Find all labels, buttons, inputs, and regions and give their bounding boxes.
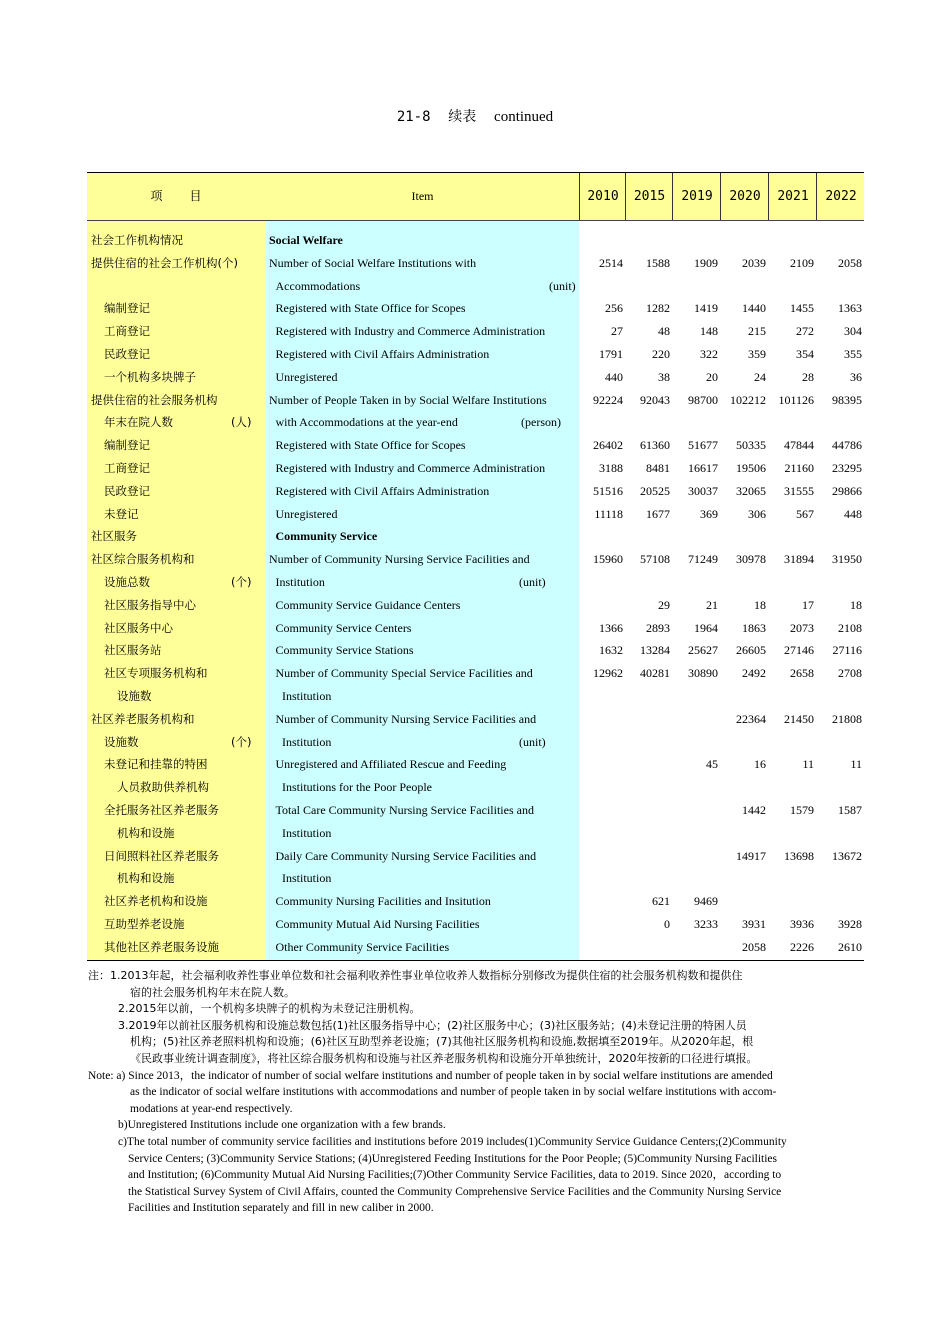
cell-value: 1363: [838, 301, 862, 316]
cell-value: 1863: [742, 620, 766, 635]
cell-value: 3188: [599, 461, 623, 475]
row-label-en: Unregistered and Affiliated Rescue and Feeding: [275, 757, 507, 772]
cell-value: 2039: [742, 255, 766, 270]
table-row: [87, 503, 864, 526]
table-row: [87, 252, 864, 275]
row-label-en: with Accommodations at the year-end: [275, 415, 458, 430]
row-label-en: Registered with Industry and Commerce Administration: [275, 324, 546, 339]
cell-value: 2058: [742, 939, 766, 954]
cell-value: 20525: [640, 483, 670, 498]
row-label-cn: 编制登记: [104, 301, 150, 316]
cell-value: 215: [748, 324, 766, 339]
cell-value: 19506: [736, 461, 766, 475]
row-label-en: Number of Community Special Service Facilities and: [275, 666, 533, 681]
note-line: the Statistical Survey System of Civil Affairs, counted the Community Comprehensive Service Facilities and the Community Nursing Service: [128, 1185, 782, 1198]
cell-value: 98700: [688, 392, 718, 407]
cell-value: 71249: [688, 552, 718, 567]
cell-value: 44786: [832, 438, 862, 453]
table-row: [87, 275, 864, 298]
cell-value: 1587: [838, 803, 862, 817]
row-label-cn: 设施数: [104, 734, 139, 749]
table-row: [87, 229, 864, 252]
cell-value: 26402: [593, 438, 623, 453]
cell-value: 27: [611, 324, 623, 339]
row-label-cn: 工商登记: [104, 324, 150, 339]
cell-value: 2893: [646, 620, 670, 635]
cell-value: 16: [754, 757, 766, 772]
table-row: [87, 639, 864, 662]
table-notes: [88, 968, 868, 1217]
note-line: and Institution; (6)Community Mutual Aid Nursing Facilities;(7)Other Community Service Facilities, data to 2019. Since 2020，according to: [128, 1169, 782, 1182]
cell-value: 2073: [790, 620, 814, 635]
title-cn: 续表: [448, 109, 477, 125]
cell-value: 3931: [742, 917, 766, 931]
row-label-cn: 日间照料社区养老服务: [104, 848, 219, 863]
table-row: [87, 936, 864, 959]
cell-value: 12962: [593, 666, 623, 681]
row-label-en: Registered with State Office for Scopes: [275, 301, 466, 316]
table-row: [87, 845, 864, 868]
cell-value: 30037: [688, 483, 718, 498]
row-label-en: Daily Care Community Nursing Service Facilities and: [275, 848, 537, 863]
cell-value: 98395: [832, 392, 862, 407]
table-row: [87, 822, 864, 845]
row-label-cn: 未登记和挂靠的特困: [104, 757, 208, 772]
cell-value: 31894: [784, 552, 814, 567]
row-unit-en: (person): [521, 415, 561, 430]
header-year: 2019: [672, 173, 721, 220]
cell-value: 8481: [646, 461, 670, 475]
cell-value: 1366: [599, 620, 623, 635]
cell-value: 11: [802, 757, 814, 772]
row-label-cn: 社区养老机构和设施: [104, 894, 208, 909]
title-en: continued: [494, 109, 554, 125]
row-label-en: Unregistered: [275, 506, 338, 521]
row-label-en: Number of Community Nursing Service Facilities and: [275, 711, 537, 726]
table-row: [87, 548, 864, 571]
row-label-cn: 社区服务指导中心: [104, 597, 196, 612]
row-label-en: Institution: [282, 871, 332, 886]
row-label-cn: 社区服务中心: [104, 620, 173, 635]
row-label-cn: 一个机构多块牌子: [104, 369, 196, 384]
cell-value: 57108: [640, 552, 670, 567]
table-bottom-rule: [87, 960, 864, 961]
cell-value: 1909: [694, 255, 718, 270]
table-row: [87, 320, 864, 343]
cell-value: 92043: [640, 392, 670, 407]
cell-value: 148: [700, 324, 718, 339]
cell-value: 13284: [640, 643, 670, 658]
cell-value: 2492: [742, 666, 766, 681]
note-line: 机构；(5)社区养老照料机构和设施；(6)社区互助型养老设施；(7)其他社区服务机构和设施,数据填至2019年。从2020年起，根: [130, 1035, 754, 1049]
table-row: [87, 913, 864, 936]
cell-value: 2226: [790, 939, 814, 954]
table-header: [87, 173, 864, 221]
cell-value: 51677: [688, 438, 718, 453]
cell-value: 11: [850, 757, 862, 772]
row-label-en: Community Service Stations: [275, 643, 414, 658]
cell-value: 40281: [640, 666, 670, 681]
row-label-cn: 提供住宿的社会服务机构: [91, 392, 218, 407]
row-label-en: Community Service Centers: [275, 620, 412, 635]
cell-value: 14917: [736, 848, 766, 863]
cell-value: 31950: [832, 552, 862, 567]
cell-value: 322: [700, 347, 718, 361]
cell-value: 48: [658, 324, 670, 339]
cell-value: 440: [605, 369, 623, 384]
cell-value: 51516: [593, 483, 623, 498]
cell-value: 21808: [832, 711, 862, 726]
cell-value: 3928: [838, 917, 862, 931]
cell-value: 47844: [784, 438, 814, 453]
row-label-en: Unregistered: [275, 369, 338, 384]
cell-value: 306: [748, 506, 766, 521]
cell-value: 272: [796, 324, 814, 339]
cell-value: 1282: [646, 301, 670, 316]
cell-value: 0: [664, 917, 670, 931]
cell-value: 13672: [832, 848, 862, 863]
row-unit-cn: (人): [231, 415, 252, 430]
cell-value: 369: [700, 506, 718, 521]
table-row: [87, 343, 864, 366]
table-row: [87, 457, 864, 480]
cell-value: 2658: [790, 666, 814, 681]
table-title: [0, 106, 950, 126]
cell-value: 2514: [599, 255, 623, 270]
row-unit-en: (unit): [549, 278, 576, 293]
row-label-cn: 机构和设施: [117, 825, 175, 840]
row-label-cn: 未登记: [104, 506, 139, 521]
row-label-cn: 工商登记: [104, 461, 150, 475]
row-label-en: Registered with State Office for Scopes: [275, 438, 466, 453]
note-line: b)Unregistered Institutions include one organization with a few brands.: [118, 1119, 446, 1132]
cell-value: 448: [844, 506, 862, 521]
cell-value: 22364: [736, 711, 766, 726]
row-label-cn: 社区服务: [91, 529, 137, 544]
row-label-cn: 社区服务站: [104, 643, 162, 658]
cell-value: 621: [652, 894, 670, 909]
row-label-cn: 互助型养老设施: [104, 917, 185, 931]
cell-value: 1677: [646, 506, 670, 521]
row-unit-en: (unit): [519, 734, 546, 749]
cell-value: 1440: [742, 301, 766, 316]
header-year: 2015: [625, 173, 673, 220]
row-label-en: Community Service: [275, 529, 378, 544]
row-label-cn: 设施总数: [104, 575, 150, 589]
row-label-cn: 其他社区养老服务设施: [104, 939, 219, 954]
header-year: 2010: [579, 173, 626, 220]
cell-value: 50335: [736, 438, 766, 453]
table-row: [87, 662, 864, 685]
note-line: 宿的社会服务机构年末在院人数。: [130, 985, 295, 999]
note-line: Service Centers; (3)Community Service Stations; (4)Unregistered Feeding Institutions for the Poor People; (5)Community Nursing Facilities: [128, 1152, 778, 1165]
cell-value: 3233: [694, 917, 718, 931]
row-label-en: Registered with Civil Affairs Administration: [275, 483, 490, 498]
table-row: [87, 434, 864, 457]
cell-value: 256: [605, 301, 623, 316]
note-line: 《民政事业统计调查制度》，将社区综合服务机构和设施与社区养老服务机构和设施分开单独统计，2020年按新的口径进行填报。: [130, 1051, 758, 1065]
table-row: [87, 594, 864, 617]
cell-value: 220: [652, 347, 670, 361]
row-label-en: Community Service Guidance Centers: [275, 597, 461, 612]
table-row: [87, 799, 864, 822]
cell-value: 61360: [640, 438, 670, 453]
row-label-en: Community Mutual Aid Nursing Facilities: [275, 917, 480, 931]
cell-value: 3936: [790, 917, 814, 931]
cell-value: 359: [748, 347, 766, 361]
cell-value: 36: [850, 369, 862, 384]
cell-value: 9469: [694, 894, 718, 909]
cell-value: 29: [658, 597, 670, 612]
cell-value: 21: [706, 597, 718, 612]
row-unit-cn: (个): [231, 575, 252, 589]
cell-value: 29866: [832, 483, 862, 498]
cell-value: 32065: [736, 483, 766, 498]
row-label-en: Total Care Community Nursing Service Facilities and: [275, 803, 534, 817]
row-label-cn: 社区专项服务机构和: [104, 666, 208, 681]
cell-value: 30978: [736, 552, 766, 567]
table-row: [87, 411, 864, 434]
cell-value: 102212: [730, 392, 766, 407]
table-row: [87, 753, 864, 776]
row-label-cn: 提供住宿的社会工作机构(个): [91, 255, 238, 270]
row-label-en: Accommodations: [275, 278, 361, 293]
cell-value: 24: [754, 369, 766, 384]
cell-value: 30890: [688, 666, 718, 681]
table-row: [87, 389, 864, 412]
table-row: [87, 708, 864, 731]
table-row: [87, 366, 864, 389]
cell-value: 567: [796, 506, 814, 521]
cell-value: 355: [844, 347, 862, 361]
cell-value: 2108: [838, 620, 862, 635]
cell-value: 28: [802, 369, 814, 384]
cell-value: 2610: [838, 939, 862, 954]
header-year: 2020: [720, 173, 769, 220]
table-number: 21-8: [396, 109, 431, 125]
note-line: modations at year-end respectively.: [130, 1102, 293, 1115]
header-year: 2021: [768, 173, 817, 220]
cell-value: 92224: [593, 392, 623, 407]
note-line: as the indicator of social welfare institutions with accommodations and number of people taken in by social welfare institutions with accom-: [130, 1086, 777, 1099]
table-row: [87, 525, 864, 548]
row-label-cn: 编制登记: [104, 438, 150, 453]
table-row: [87, 731, 864, 754]
row-label-en: Registered with Industry and Commerce Administration: [275, 461, 546, 475]
row-label-en: Institution: [282, 689, 332, 703]
cell-value: 45: [706, 757, 718, 772]
note-line: Facilities and Institution separately and fill in new caliber in 2000.: [128, 1202, 434, 1215]
row-label-en: Other Community Service Facilities: [275, 939, 450, 954]
row-label-cn: 全托服务社区养老服务: [104, 803, 219, 817]
cell-value: 304: [844, 324, 862, 339]
cell-value: 1964: [694, 620, 718, 635]
cell-value: 20: [706, 369, 718, 384]
cell-value: 2109: [790, 255, 814, 270]
cell-value: 1419: [694, 301, 718, 316]
row-label-en: Number of People Taken in by Social Welfare Institutions: [269, 392, 547, 407]
cell-value: 2058: [838, 255, 862, 270]
cell-value: 26605: [736, 643, 766, 658]
table-row: [87, 776, 864, 799]
cell-value: 1579: [790, 803, 814, 817]
header-item-cn: 项 目: [150, 189, 203, 203]
cell-value: 1791: [599, 347, 623, 361]
cell-value: 101126: [778, 392, 814, 407]
table-row: [87, 617, 864, 640]
cell-value: 27146: [784, 643, 814, 658]
note-line: 2.2015年以前，一个机构多块牌子的机构为未登记注册机构。: [118, 1002, 421, 1016]
row-label-cn: 社区养老服务机构和: [91, 711, 195, 726]
row-label-en: Number of Community Nursing Service Facilities and: [269, 552, 530, 567]
cell-value: 15960: [593, 552, 623, 567]
cell-value: 23295: [832, 461, 862, 475]
row-label-en: Institution: [282, 734, 332, 749]
header-item-en: Item: [411, 189, 434, 203]
cell-value: 13698: [784, 848, 814, 863]
cell-value: 18: [754, 597, 766, 612]
row-label-cn: 社会工作机构情况: [91, 233, 183, 247]
row-label-en: Institutions for the Poor People: [282, 780, 432, 795]
row-label-en: Community Nursing Facilities and Insitution: [275, 894, 491, 909]
table-row: [87, 890, 864, 913]
cell-value: 11118: [594, 506, 623, 521]
header-year: 2022: [816, 173, 865, 220]
row-label-cn: 年末在院人数: [104, 415, 173, 430]
note-line: 3.2019年以前社区服务机构和设施总数包括(1)社区服务指导中心；(2)社区服务中心；(3)社区服务站；(4)未登记注册的特困人员: [118, 1018, 747, 1032]
row-label-en: Institution: [275, 575, 325, 589]
row-label-en: Social Welfare: [269, 233, 343, 247]
row-label-en: Institution: [282, 825, 332, 840]
row-label-cn: 人员救助供养机构: [117, 780, 209, 795]
table-row: [87, 571, 864, 594]
row-label-cn: 社区综合服务机构和: [91, 552, 195, 567]
table-row: [87, 685, 864, 708]
table-row: [87, 867, 864, 890]
row-label-en: Number of Social Welfare Institutions with: [269, 255, 477, 270]
cell-value: 18: [850, 597, 862, 612]
cell-value: 21160: [784, 461, 814, 475]
row-label-cn: 设施数: [117, 689, 152, 703]
row-label-cn: 民政登记: [104, 483, 150, 498]
note-line: Note: a) Since 2013，the indicator of number of social welfare institutions and number of people taken in by social welfare institutions are amended: [88, 1069, 773, 1082]
row-unit-cn: (个): [231, 734, 252, 749]
cell-value: 27116: [832, 643, 862, 658]
cell-value: 17: [802, 597, 814, 612]
cell-value: 2708: [838, 666, 862, 681]
cell-value: 21450: [784, 711, 814, 726]
note-line: c)The total number of community service facilities and institutions before 2019 includes(1)Community Service Guidance Centers;(2)Community: [118, 1135, 787, 1148]
row-label-cn: 机构和设施: [117, 871, 175, 886]
cell-value: 16617: [688, 461, 718, 475]
row-unit-en: (unit): [519, 575, 546, 589]
row-label-cn: 民政登记: [104, 347, 150, 361]
row-label-en: Registered with Civil Affairs Administration: [275, 347, 490, 361]
table-row: [87, 297, 864, 320]
cell-value: 31555: [784, 483, 814, 498]
cell-value: 1588: [646, 255, 670, 270]
cell-value: 1442: [742, 803, 766, 817]
note-line: 注：1.2013年起，社会福利收养性事业单位数和社会福利收养性事业单位收养人数指标分别修改为提供住宿的社会服务机构数和提供住: [88, 969, 743, 982]
cell-value: 1632: [599, 643, 623, 658]
cell-value: 25627: [688, 643, 718, 658]
cell-value: 354: [796, 347, 814, 361]
cell-value: 38: [658, 369, 670, 384]
table-row: [87, 480, 864, 503]
cell-value: 1455: [790, 301, 814, 316]
